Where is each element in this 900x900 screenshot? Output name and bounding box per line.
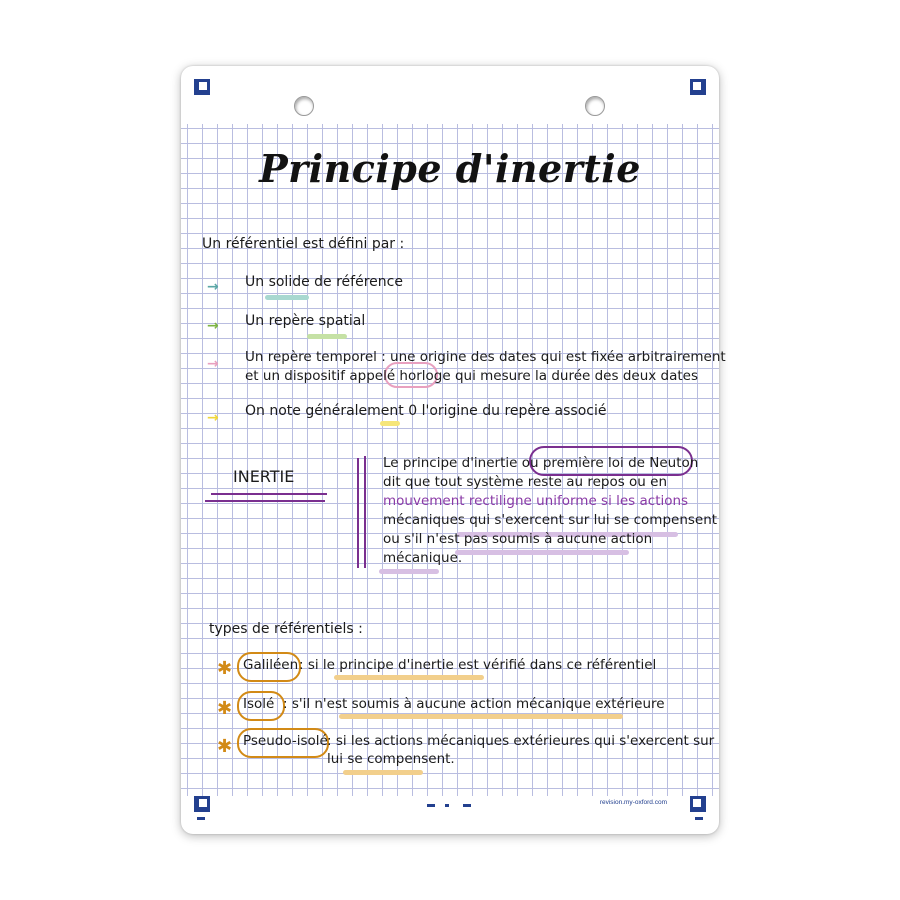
definition-item: Un solide de référence xyxy=(245,274,403,290)
highlight xyxy=(339,714,623,719)
arrow-icon: → xyxy=(207,410,219,426)
arrow-icon: → xyxy=(207,318,219,334)
corner-logo-icon xyxy=(194,796,210,812)
highlight xyxy=(265,295,309,300)
dash-mark xyxy=(463,804,471,807)
corner-logo-icon xyxy=(690,796,706,812)
vertical-rule xyxy=(364,456,366,568)
definition-item: On note généralement 0 l'origine du repère associé xyxy=(245,403,607,419)
type-desc-cont: lui se compensent. xyxy=(327,751,455,767)
inertie-line: ou s'il n'est pas soumis à aucune action xyxy=(383,531,653,547)
star-icon: ✱ xyxy=(217,658,233,679)
highlight xyxy=(379,569,439,574)
arrow-icon: → xyxy=(207,279,219,295)
revision-card xyxy=(181,66,726,834)
inertie-line: mécanique. xyxy=(383,550,463,566)
definition-item-line1: Un repère temporel : une origine des dates qui est fixée arbitrairement xyxy=(245,349,726,365)
inertie-line: mouvement rectiligne uniforme si les actions xyxy=(383,493,689,509)
definition-item-line2: et un dispositif appelé horloge qui mesure la durée des deux dates xyxy=(245,368,699,384)
types-heading: types de référentiels : xyxy=(209,621,363,637)
definition-intro: Un référentiel est défini par : xyxy=(202,236,405,252)
underline xyxy=(211,493,327,495)
corner-logo-icon xyxy=(194,79,210,95)
type-desc: : si les actions mécaniques extérieures qui s'exercent sur xyxy=(327,733,715,749)
type-desc: : si le principe d'inertie est vérifié dans ce référentiel xyxy=(299,657,657,673)
corner-logo-icon xyxy=(690,79,706,95)
type-term: Pseudo-isolé xyxy=(243,733,328,749)
dash-mark xyxy=(427,804,435,807)
punch-hole xyxy=(585,96,605,116)
dash-mark xyxy=(445,804,449,807)
highlight xyxy=(343,770,423,775)
inertie-line: mécaniques qui s'exercent sur lui se compensent xyxy=(383,512,718,528)
highlight xyxy=(334,675,484,680)
type-desc: : s'il n'est soumis à aucune action mécanique extérieure xyxy=(283,696,665,712)
footer-url[interactable]: revision.my-oxford.com xyxy=(599,799,667,806)
dash-mark xyxy=(695,817,703,820)
inertie-line: Le principe d'inertie ou première loi de Neuton xyxy=(383,455,699,471)
highlight xyxy=(307,334,347,339)
inertie-label: INERTIE xyxy=(233,467,295,486)
type-term: Galiléen xyxy=(243,657,299,673)
highlight xyxy=(455,550,629,555)
definition-item: Un repère spatial xyxy=(245,313,366,329)
type-term: Isolé xyxy=(243,696,275,712)
inertie-line: dit que tout système reste au repos ou en xyxy=(383,474,668,490)
underline xyxy=(205,500,325,502)
star-icon: ✱ xyxy=(217,736,233,757)
page-title: Principe d'inertie xyxy=(259,146,641,191)
arrow-icon: → xyxy=(207,356,219,372)
punch-hole xyxy=(294,96,314,116)
highlight xyxy=(380,421,400,426)
star-icon: ✱ xyxy=(217,698,233,719)
dash-mark xyxy=(197,817,205,820)
vertical-rule xyxy=(357,458,359,568)
